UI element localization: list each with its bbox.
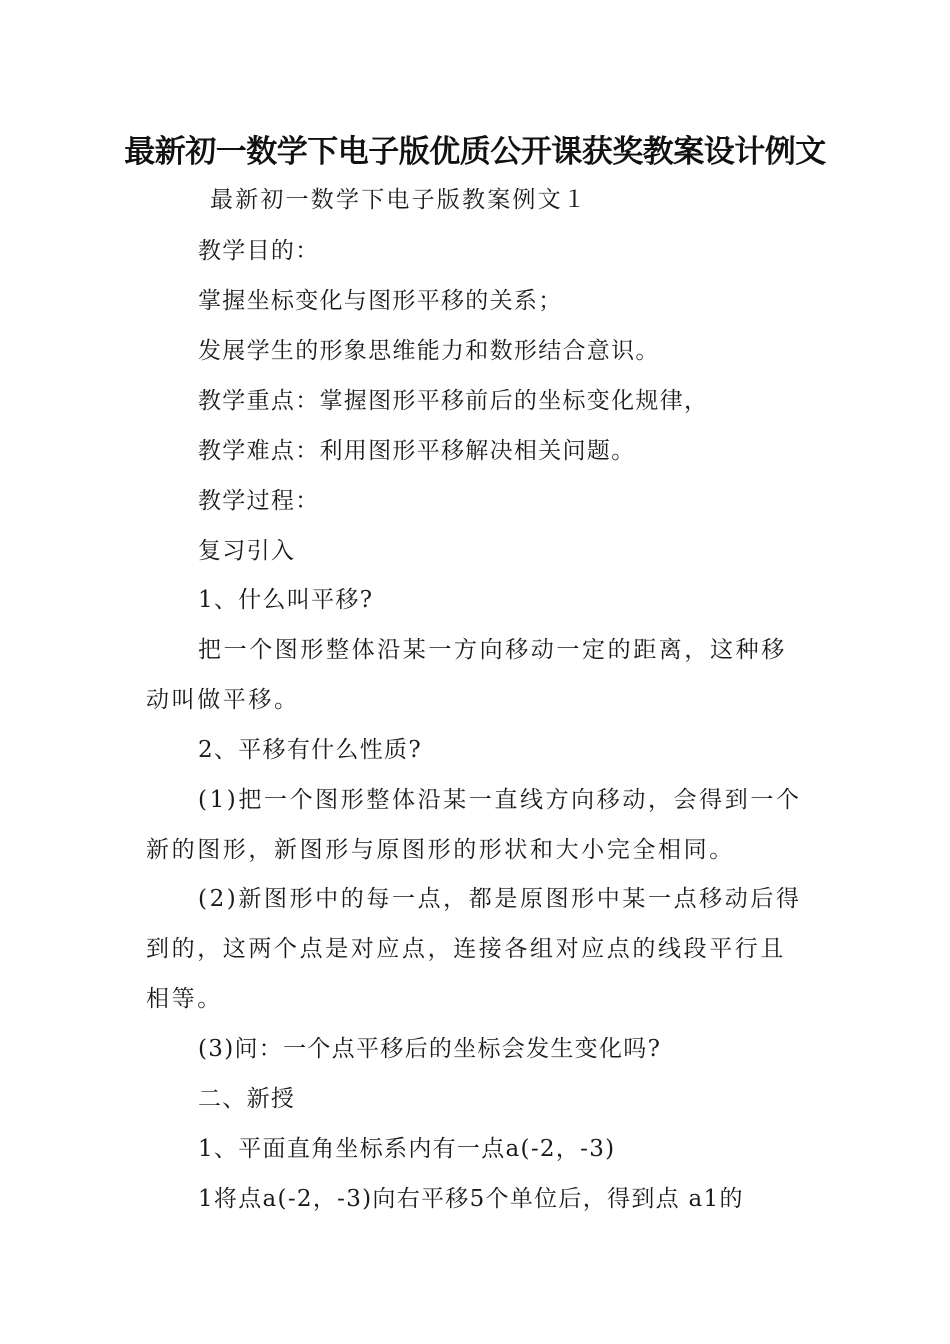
paragraph-question-2: 2、平移有什么性质? (198, 737, 422, 763)
paragraph-teaching-goal-heading: 教学目的： (198, 238, 320, 264)
paragraph-goal-1: 掌握坐标变化与图形平移的关系； (198, 288, 563, 314)
paragraph-property-3: (3)问：一个点平移后的坐标会发生变化吗? (198, 1036, 662, 1062)
paragraph-property-2: (2)新图形中的每一点，都是原图形中某一点移动后得到的，这两个点是对应点，连接各组对应点的线段平行且相等。 (146, 886, 802, 1012)
paragraph-process-heading: 教学过程： (198, 488, 320, 514)
paragraph-goal-2: 发展学生的形象思维能力和数形结合意识。 (198, 338, 660, 364)
paragraph-key-point: 教学重点：掌握图形平移前后的坐标变化规律， (198, 388, 709, 414)
document-subtitle: 最新初一数学下电子版教案例文１ (210, 187, 588, 213)
paragraph-answer-1: 把一个图形整体沿某一方向移动一定的距离，这种移动叫做平移。 (146, 637, 787, 713)
paragraph-difficulty: 教学难点：利用图形平移解决相关问题。 (198, 438, 636, 464)
paragraph-point-a: 1、平面直角坐标系内有一点a(-2，-3) (198, 1136, 616, 1162)
paragraph-review-heading: 复习引入 (198, 538, 296, 564)
document-title: 最新初一数学下电子版优质公开课获奖教案设计例文 (124, 134, 826, 170)
paragraph-translate-a: 1将点a(-2，-3)向右平移5个单位后，得到点 a1的 (198, 1186, 744, 1212)
paragraph-new-lesson-heading: 二、新授 (198, 1086, 296, 1112)
paragraph-property-1: (1)把一个图形整体沿某一直线方向移动，会得到一个新的图形，新图形与原图形的形状和大小完全相同。 (146, 787, 802, 863)
paragraph-question-1: 1、什么叫平移? (198, 587, 374, 613)
